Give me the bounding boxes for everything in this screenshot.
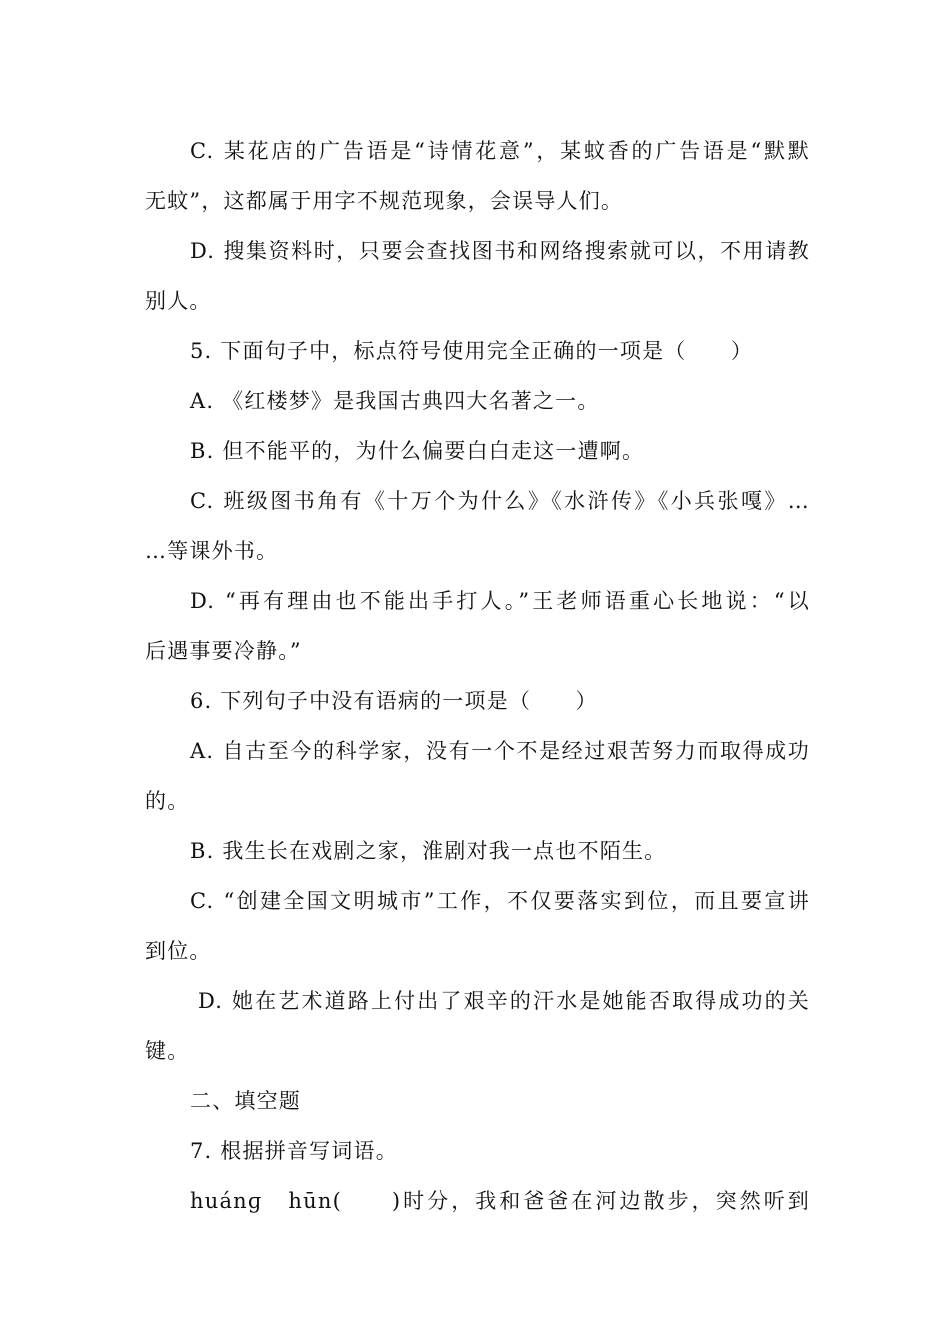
question-7-stem: 7. 根据拼音写词语。: [190, 1139, 398, 1163]
option-6a-line-2: 的。: [145, 789, 190, 813]
question-7-pinyin-line: huánɡ hūn( )时分，我和爸爸在河边散步，突然听到: [190, 1189, 810, 1213]
option-4d-line-2: 别人。: [145, 289, 212, 313]
option-5c-line-2: …等课外书。: [145, 539, 279, 563]
option-5d-line-1: D. “再有理由也不能出手打人。”王老师语重心长地说：“以: [190, 589, 810, 613]
option-5c-line-1: C. 班级图书角有《十万个为什么》《水浒传》《小兵张嘎》…: [190, 489, 810, 513]
option-6c-line-1: C. “创建全国文明城市”工作，不仅要落实到位，而且要宣讲: [190, 889, 810, 913]
section-heading-fill-in: 二、填空题: [190, 1089, 301, 1113]
option-6b: B. 我生长在戏剧之家，淮剧对我一点也不陌生。: [190, 839, 667, 863]
option-6d-line-2: 键。: [145, 1039, 190, 1063]
option-4c-line-2: 无蚊”，这都属于用字不规范现象，会误导人们。: [145, 189, 624, 213]
option-5b: B. 但不能平的，为什么偏要白白走这一遭啊。: [190, 439, 645, 463]
question-6-stem: 6. 下列句子中没有语病的一项是（ ）: [190, 689, 598, 713]
option-6a-line-1: A. 自古至今的科学家，没有一个不是经过艰苦努力而取得成功: [190, 739, 810, 763]
option-5a: A. 《红楼梦》是我国古典四大名著之一。: [190, 389, 600, 413]
option-4d-line-1: D. 搜集资料时，只要会查找图书和网络搜索就可以，不用请教: [190, 239, 810, 263]
option-5d-line-2: 后遇事要冷静。”: [145, 639, 302, 663]
option-4c-line-1: C. 某花店的广告语是“诗情花意”，某蚊香的广告语是“默默: [190, 139, 810, 163]
option-6d-line-1: D. 她在艺术道路上付出了艰辛的汗水是她能否取得成功的关: [198, 989, 810, 1013]
question-5-stem: 5. 下面句子中，标点符号使用完全正确的一项是（ ）: [190, 339, 754, 363]
option-6c-line-2: 到位。: [145, 939, 212, 963]
